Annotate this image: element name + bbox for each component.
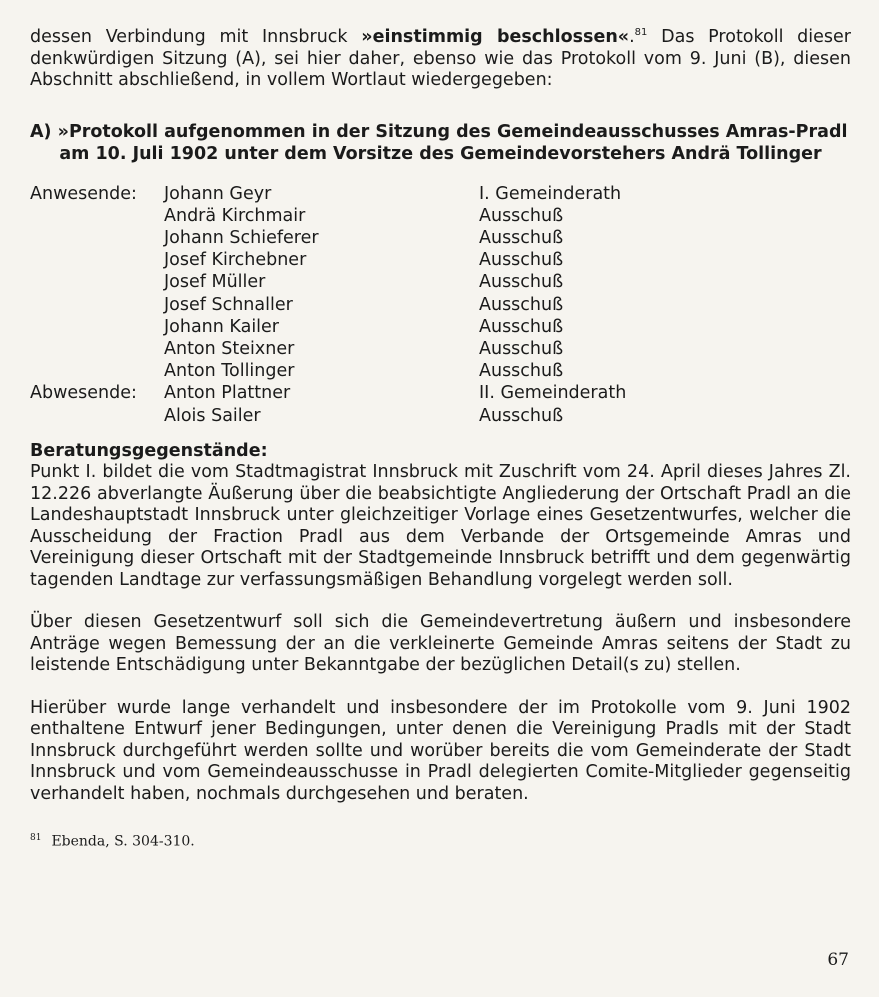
attendee-name: Johann Schieferer (164, 227, 319, 248)
attendee-role: I. Gemeinderath (479, 183, 622, 204)
attendance-label (30, 338, 164, 360)
intro-emphasis: »einstimmig beschlossen« (361, 27, 630, 47)
attendee-name: Anton Steixner (164, 338, 295, 359)
footnote-number: 81 (30, 833, 42, 844)
attendee-role: Ausschuß (479, 227, 564, 248)
attendance-row (30, 205, 851, 227)
attendee-name: Johann Geyr (164, 183, 272, 204)
attendance-row (30, 227, 851, 249)
deliberation-section (30, 441, 851, 806)
attendance-row (30, 338, 851, 360)
attendance-label: Anwesende: (30, 183, 137, 204)
attendee-role: Ausschuß (479, 338, 564, 359)
attendee-name: Josef Kirchebner (164, 250, 307, 271)
page-number: 67 (827, 950, 849, 970)
heading-line-1: A) »Protokoll aufgenommen in der Sitzung des Gemeindeausschusses Amras-Pradl (30, 121, 848, 142)
attendee-role: Ausschuß (479, 294, 564, 315)
intro-text-start: dessen Verbindung mit Innsbruck (30, 27, 362, 47)
attendee-name: Alois Sailer (164, 405, 261, 426)
attendance-label (30, 294, 164, 316)
attendance-label: Abwesende: (30, 383, 137, 404)
attendance-label (30, 227, 164, 249)
attendee-role: Ausschuß (479, 205, 564, 226)
attendee-role: Ausschuß (479, 361, 564, 382)
attendee-role: Ausschuß (479, 405, 564, 426)
section-paragraph-2: Über diesen Gesetzentwurf soll sich die Gemeindevertretung äußern und insbesondere Anträge wegen Bemessung der an die verkleinerte Gemeinde Amras seitens der Stadt zu leistende Entschädigung unter Bekanntgabe der bezüglichen Detail(s zu) stellen. (30, 612, 851, 676)
attendance-list (30, 183, 851, 427)
attendee-role: Ausschuß (479, 272, 564, 293)
attendee-name: Josef Müller (164, 272, 266, 293)
attendance-row (30, 271, 851, 293)
attendance-row (30, 360, 851, 382)
attendance-label (30, 316, 164, 338)
attendee-name: Anton Tollinger (164, 361, 295, 382)
attendee-role: Ausschuß (479, 316, 564, 337)
attendee-name: Anton Plattner (164, 383, 291, 404)
section-paragraph-3: Hierüber wurde lange verhandelt und insbesondere der im Protokolle vom 9. Juni 1902 enthaltene Entwurf jener Bedingungen, unter denen die Vereinigung Pradls mit der Stadt Innsbruck durchgeführt werden sollte und worüber bereits die vom Gemeinderate der Stadt Innsbruck und vom Gemeindeausschusse in Pradl delegierten Comite-Mitglieder gegenseitig verhandelt haben, nochmals durchgesehen und beraten. (30, 697, 851, 804)
footnote (30, 829, 851, 851)
attendance-label (30, 249, 164, 271)
attendance-row (30, 382, 851, 404)
attendance-label (30, 205, 164, 227)
intro-paragraph (30, 27, 851, 92)
section-title: Beratungsgegenstände: (30, 440, 268, 461)
attendance-label (30, 405, 164, 427)
intro-period: . (629, 27, 635, 47)
intro-text-end: Das Protokoll dieser denkwürdigen Sitzung (A), sei hier daher, ebenso wie das Protokoll vom 9. Juni (B), diesen Abschnitt abschließend, in vollem Wortlaut wiedergegeben: (30, 27, 851, 90)
paragraph-gap (30, 591, 851, 612)
attendee-name: Andrä Kirchmair (164, 205, 306, 226)
attendance-row (30, 183, 851, 205)
footnote-reference[interactable]: 81 (634, 27, 648, 39)
heading-line-2: am 10. Juli 1902 unter dem Vorsitze des Gemeindevorstehers Andrä Tollinger (59, 143, 822, 164)
attendance-row (30, 316, 851, 338)
attendance-row (30, 405, 851, 427)
attendance-row (30, 249, 851, 271)
attendee-role: II. Gemeinderath (479, 383, 627, 404)
attendee-name: Josef Schnaller (164, 294, 293, 315)
footnote-text: Ebenda, S. 304-310. (51, 833, 195, 850)
attendance-row (30, 294, 851, 316)
paragraph-gap (30, 677, 851, 698)
attendance-label (30, 360, 164, 382)
attendance-label (30, 271, 164, 293)
section-paragraph-1: Punkt I. bildet die vom Stadtmagistrat Innsbruck mit Zuschrift vom 24. April dieses Jahres Zl. 12.226 abverlangte Äußerung über die beabsichtigte Angliederung der Ortschaft Pradl an die Landeshauptstadt Innsbruck unter gleichzeitiger Vorlage eines Gesetzentwurfes, welcher die Ausscheidung der Fraction Pradl aus dem Verbande der Ortsgemeinde Amras und Vereinigung dieser Ortschaft mit der Stadtgemeinde Innsbruck betrifft und dem gegenwärtig tagenden Landtage zur verfassungsmäßigen Behandlung vorgelegt werden soll. (30, 462, 851, 590)
attendee-name: Johann Kailer (164, 316, 280, 337)
protocol-heading (30, 121, 851, 165)
attendee-role: Ausschuß (479, 250, 564, 271)
